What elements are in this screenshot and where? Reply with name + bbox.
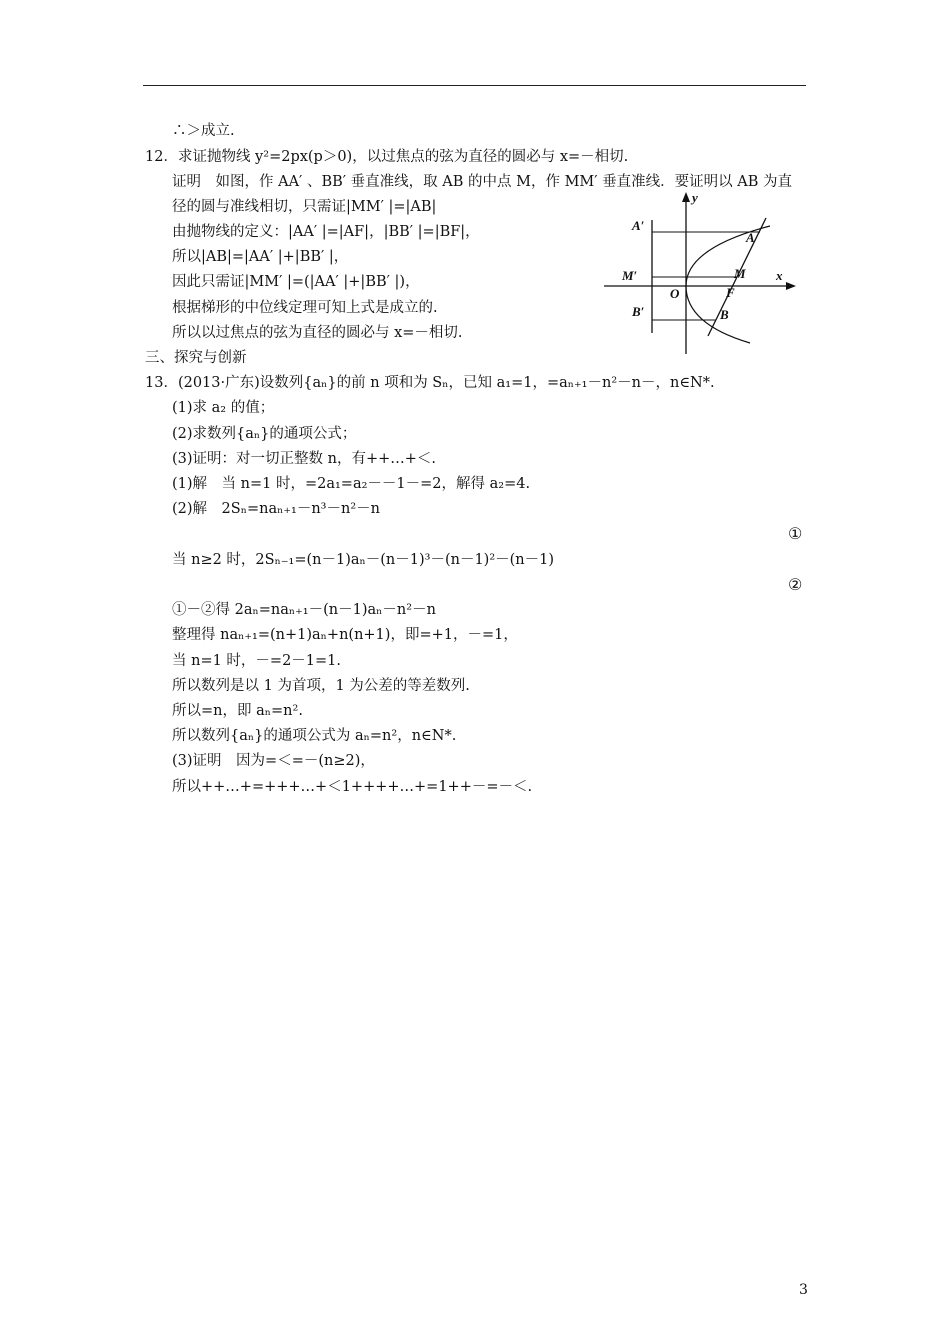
problem-13-part-2: (2)求数列{aₙ}的通项公式； — [172, 426, 357, 442]
solution-13-line: 当 n=1 时，－=2－1=1. — [172, 653, 342, 669]
solution-13-line: 所以数列是以 1 为首项，1 为公差的等差数列. — [172, 678, 470, 694]
equation-mark-1: ① — [788, 524, 803, 543]
label-m: M — [734, 266, 746, 281]
label-x: x — [776, 268, 783, 283]
solution-13-line: 整理得 naₙ₊₁=(n+1)aₙ+n(n+1)，即=+1，－=1， — [172, 627, 518, 643]
proof-12-line-2: 径的圆与准线相切，只需证|MM′ |=|AB| — [172, 199, 437, 215]
proof-12-line-1: 证明 如图，作 AA′ 、BB′ 垂直准线，取 AB 的中点 M，作 MM′ 垂直准线．要证明以 AB 为直 — [172, 174, 793, 190]
solution-13-part-3: (3)证明 因为=＜=－(n≥2)， — [172, 753, 375, 769]
y-axis-arrow — [682, 192, 690, 202]
label-b-prime: B′ — [632, 304, 645, 319]
solution-13-part-2-eq2: 当 n≥2 时，2Sₙ₋₁=(n－1)aₙ－(n－1)³－(n－1)²－(n－1) — [172, 552, 555, 568]
solution-13-line: 所以数列{aₙ}的通项公式为 aₙ=n²，n∈N*. — [172, 728, 457, 744]
proof-12-line-5: 因此只需证|MM′ |=(|AA′ |+|BB′ |)， — [172, 274, 420, 290]
solution-13-part-2-eq1: (2)解 2Sₙ=naₙ₊₁－n³－n²－n — [172, 501, 380, 517]
solution-13-line: ①－②得 2aₙ=naₙ₊₁－(n－1)aₙ－n²－n — [172, 602, 436, 618]
solution-13-part-1: (1)解 当 n=1 时，=2a₁=a₂－－1－=2，解得 a₂=4. — [172, 476, 531, 492]
header-rule — [143, 85, 806, 86]
solution-13-part-3-final: 所以++…+=+++…+＜1++++…+=1++－=－＜. — [172, 779, 533, 795]
label-m-prime: M′ — [622, 268, 638, 283]
solution-13-line: 所以=n，即 aₙ=n². — [172, 703, 303, 719]
x-axis-arrow — [786, 282, 796, 290]
proof-12-line-3: 由抛物线的定义：|AA′ |=|AF|，|BB′ |=|BF|， — [172, 224, 480, 240]
label-b: B — [720, 307, 729, 322]
label-o: O — [670, 286, 680, 301]
equation-mark-2: ② — [788, 575, 803, 594]
problem-12-statement: 12．求证抛物线 y²=2px(p＞0)，以过焦点的弦为直径的圆必与 x=－相切. — [145, 149, 629, 165]
section-heading: 三、探究与创新 — [145, 350, 247, 366]
label-a: A — [746, 230, 755, 245]
label-a-prime: A′ — [632, 218, 645, 233]
conclusion-line: ∴＞成立. — [172, 123, 235, 139]
proof-12-line-4: 所以|AB|=|AA′ |+|BB′ |， — [172, 249, 349, 265]
parabola-figure — [600, 188, 805, 358]
problem-13-statement: 13．(2013·广东)设数列{aₙ}的前 n 项和为 Sₙ，已知 a₁=1，=aₙ₊₁－n²－n－，n∈N*. — [145, 375, 715, 391]
proof-12-line-7: 所以以过焦点的弦为直径的圆必与 x=－相切. — [172, 325, 463, 341]
problem-13-part-3: (3)证明：对一切正整数 n，有++…+＜. — [172, 451, 437, 467]
proof-12-line-6: 根据梯形的中位线定理可知上式是成立的. — [172, 300, 438, 316]
label-f: F — [726, 285, 735, 300]
problem-13-part-1: (1)求 a₂ 的值； — [172, 400, 275, 416]
page-number: 3 — [799, 1282, 808, 1298]
label-y: y — [692, 190, 698, 205]
